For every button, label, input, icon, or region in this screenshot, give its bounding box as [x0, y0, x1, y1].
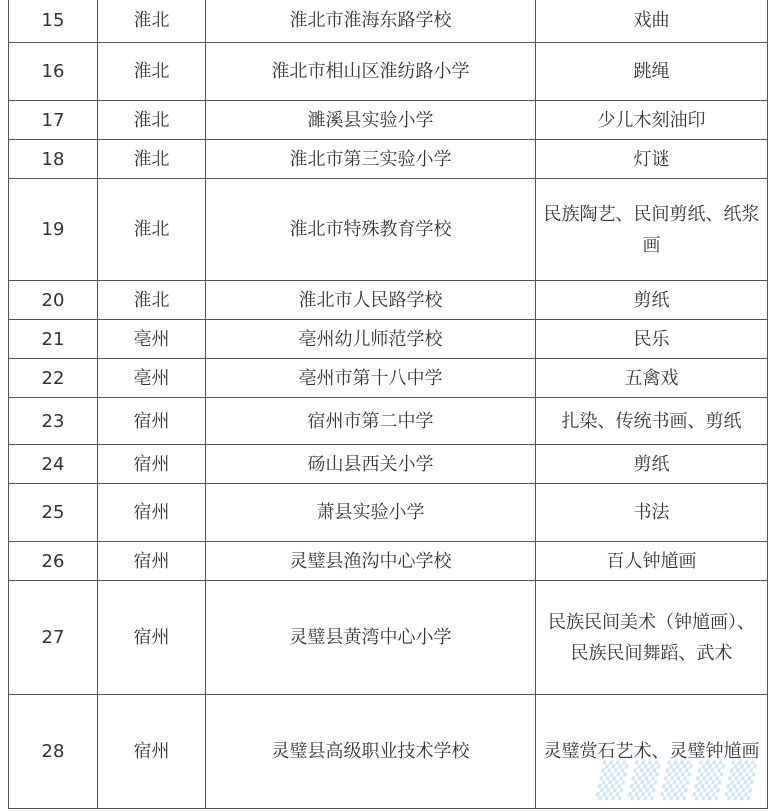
row-city: 宿州	[98, 445, 206, 484]
row-school: 濉溪县实验小学	[206, 101, 536, 140]
row-city: 宿州	[98, 398, 206, 445]
row-number: 17	[9, 101, 98, 140]
row-school: 亳州市第十八中学	[206, 359, 536, 398]
row-school: 淮北市特殊教育学校	[206, 179, 536, 281]
row-city: 淮北	[98, 0, 206, 43]
table-row	[9, 695, 768, 809]
row-number: 19	[9, 179, 98, 281]
row-project: 戏曲	[536, 0, 768, 43]
row-city: 淮北	[98, 43, 206, 101]
table-row	[9, 542, 768, 581]
watermark-logo: ▒▒▒▒▒	[594, 761, 765, 801]
row-number: 16	[9, 43, 98, 101]
schools-table	[8, 0, 768, 809]
table-row	[9, 140, 768, 179]
row-city: 宿州	[98, 695, 206, 809]
row-school: 淮北市淮海东路学校	[206, 0, 536, 43]
table-row	[9, 179, 768, 281]
row-project: 跳绳	[536, 43, 768, 101]
table-row	[9, 581, 768, 695]
table-row	[9, 359, 768, 398]
row-city: 宿州	[98, 542, 206, 581]
row-project: 五禽戏	[536, 359, 768, 398]
row-project: 扎染、传统书画、剪纸	[536, 398, 768, 445]
row-number: 15	[9, 0, 98, 43]
row-city: 淮北	[98, 179, 206, 281]
row-city: 亳州	[98, 320, 206, 359]
row-number: 25	[9, 484, 98, 542]
row-project: 民族民间美术（钟馗画）、民族民间舞蹈、武术	[536, 581, 768, 695]
row-school: 淮北市第三实验小学	[206, 140, 536, 179]
row-project: 灵璧赏石艺术、灵璧钟馗画	[536, 695, 768, 809]
table-row	[9, 281, 768, 320]
row-city: 淮北	[98, 101, 206, 140]
row-city: 亳州	[98, 359, 206, 398]
table-row	[9, 320, 768, 359]
table-row	[9, 43, 768, 101]
row-number: 21	[9, 320, 98, 359]
row-number: 22	[9, 359, 98, 398]
row-project: 民族陶艺、民间剪纸、纸浆画	[536, 179, 768, 281]
table-row	[9, 0, 768, 43]
row-project: 剪纸	[536, 281, 768, 320]
row-school: 亳州幼儿师范学校	[206, 320, 536, 359]
table-row	[9, 101, 768, 140]
row-school: 淮北市相山区淮纺路小学	[206, 43, 536, 101]
row-school: 灵璧县高级职业技术学校	[206, 695, 536, 809]
row-project: 书法	[536, 484, 768, 542]
row-city: 宿州	[98, 581, 206, 695]
row-number: 26	[9, 542, 98, 581]
row-number: 28	[9, 695, 98, 809]
row-project: 剪纸	[536, 445, 768, 484]
row-city: 淮北	[98, 140, 206, 179]
row-school: 砀山县西关小学	[206, 445, 536, 484]
row-number: 20	[9, 281, 98, 320]
row-project: 百人钟馗画	[536, 542, 768, 581]
row-city: 淮北	[98, 281, 206, 320]
row-number: 23	[9, 398, 98, 445]
row-school: 灵璧县黄湾中心小学	[206, 581, 536, 695]
row-school: 宿州市第二中学	[206, 398, 536, 445]
table-row	[9, 445, 768, 484]
table-row	[9, 484, 768, 542]
row-city: 宿州	[98, 484, 206, 542]
row-school: 灵璧县渔沟中心学校	[206, 542, 536, 581]
table-row	[9, 398, 768, 445]
row-project: 灯谜	[536, 140, 768, 179]
row-number: 27	[9, 581, 98, 695]
row-school: 淮北市人民路学校	[206, 281, 536, 320]
row-project: 民乐	[536, 320, 768, 359]
row-number: 24	[9, 445, 98, 484]
row-school: 萧县实验小学	[206, 484, 536, 542]
row-number: 18	[9, 140, 98, 179]
row-project: 少儿木刻油印	[536, 101, 768, 140]
